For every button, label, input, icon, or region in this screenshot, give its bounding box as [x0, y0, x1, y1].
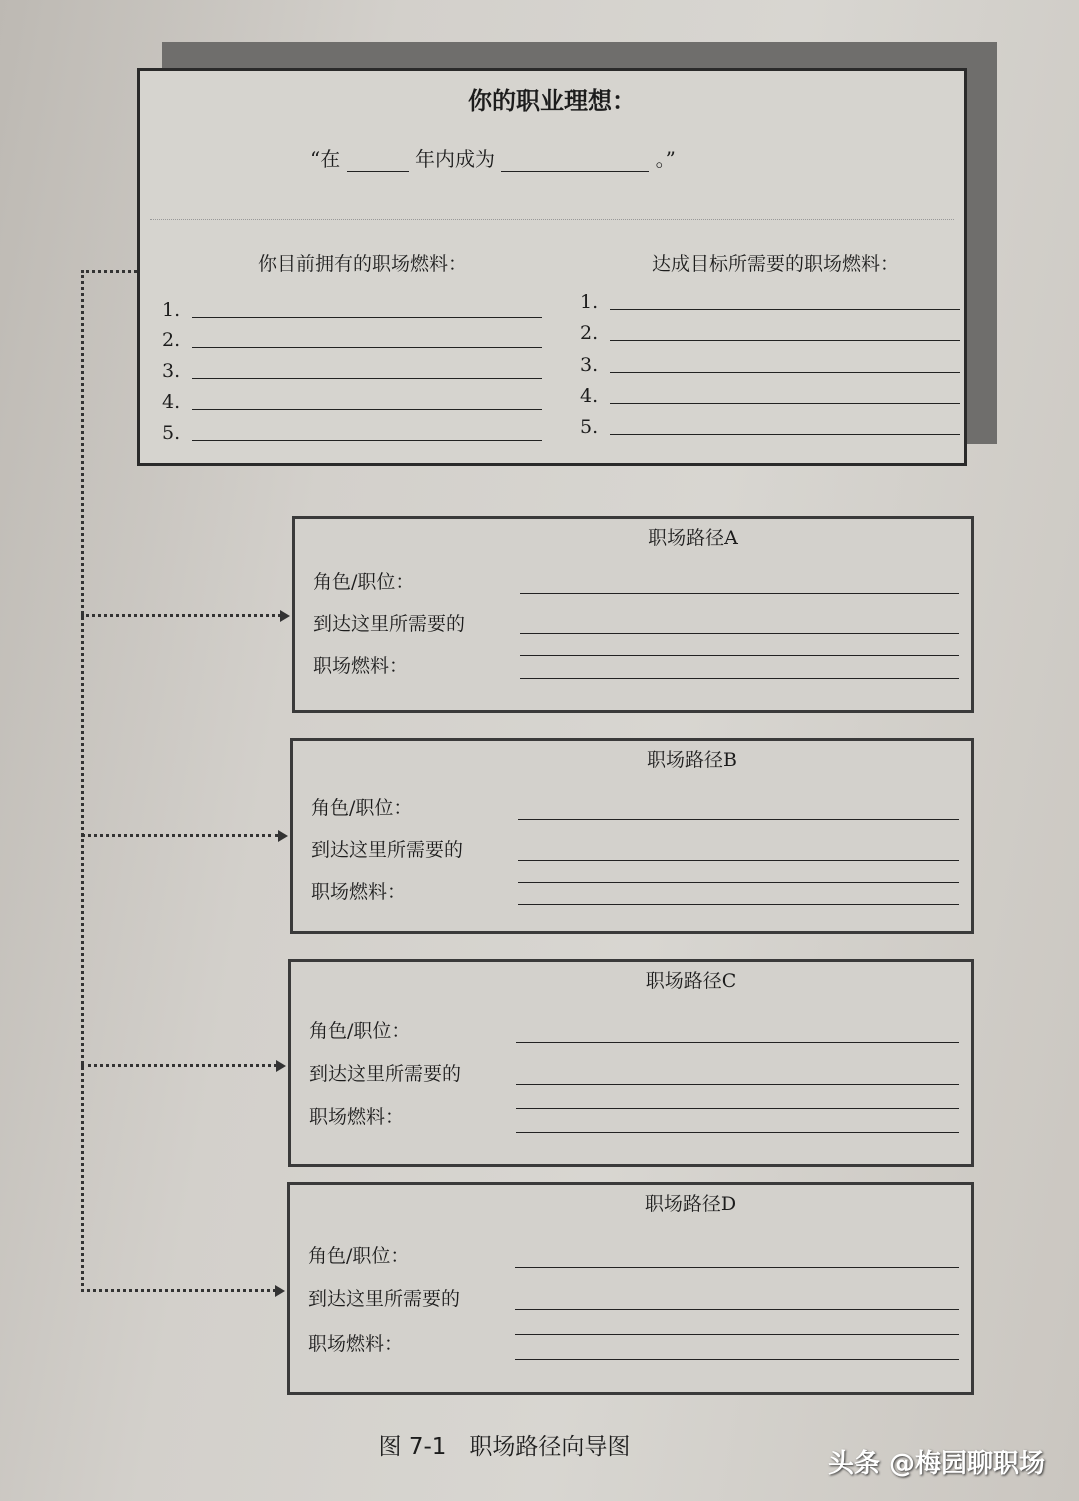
fuel-label-2: 职场燃料：: [308, 1333, 404, 1355]
career-path-b: [290, 738, 974, 934]
fill-line: [192, 440, 542, 441]
ideal-title: 你的职业理想：: [468, 87, 636, 115]
fuel-line[interactable]: [516, 1132, 959, 1133]
list-item[interactable]: [580, 322, 960, 344]
fuel-line[interactable]: [515, 1359, 959, 1360]
fuel-label: 到达这里所需要的: [313, 613, 466, 635]
fill-line: [610, 403, 960, 404]
fill-line: [192, 317, 542, 318]
path-title: 职场路径A: [648, 527, 738, 549]
career-path-d: [287, 1182, 974, 1395]
fuel-line[interactable]: [520, 633, 959, 634]
sentence-end: 。”: [655, 147, 676, 171]
list-item[interactable]: [162, 299, 542, 321]
role-line[interactable]: [518, 819, 959, 820]
dotted-connector-d: [81, 1289, 276, 1292]
item-number: 5.: [580, 416, 599, 438]
fuel-line[interactable]: [518, 860, 959, 861]
role-line[interactable]: [520, 593, 959, 594]
path-title: 职场路径C: [645, 970, 737, 992]
list-item[interactable]: [162, 422, 542, 444]
list-item[interactable]: [580, 354, 960, 376]
current-fuel-header: 你目前拥有的职场燃料：: [258, 253, 468, 275]
item-number: 2.: [580, 322, 599, 344]
item-number: 4.: [162, 391, 181, 413]
goal-blank[interactable]: [501, 151, 649, 172]
years-blank[interactable]: [347, 151, 409, 172]
dotted-connector-a: [81, 614, 281, 617]
arrow-icon: [280, 610, 290, 622]
fuel-line[interactable]: [516, 1108, 959, 1109]
ideal-sentence: [310, 143, 676, 172]
needed-fuel-header: 达成目标所需要的职场燃料：: [652, 253, 900, 275]
dotted-connector-c: [81, 1064, 277, 1067]
sentence-start: “在: [310, 147, 341, 171]
item-number: 1.: [162, 299, 181, 321]
path-title: 职场路径B: [647, 749, 737, 771]
fuel-line[interactable]: [518, 882, 959, 883]
list-item[interactable]: [162, 391, 542, 413]
dotted-connector-top: [81, 270, 137, 273]
fuel-line[interactable]: [515, 1334, 959, 1335]
dotted-connector-b: [81, 834, 279, 837]
arrow-icon: [278, 830, 288, 842]
path-title: 职场路径D: [644, 1193, 737, 1215]
item-number: 2.: [162, 329, 181, 351]
item-number: 3.: [580, 354, 599, 376]
fuel-label: 到达这里所需要的: [311, 839, 464, 861]
list-item[interactable]: [580, 385, 960, 407]
item-number: 3.: [162, 360, 181, 382]
fuel-label-2: 职场燃料：: [313, 655, 409, 677]
fill-line: [610, 309, 960, 310]
divider: [150, 219, 954, 220]
sentence-mid: 年内成为: [414, 147, 495, 171]
fuel-label: 到达这里所需要的: [309, 1063, 462, 1085]
watermark: 头条 @梅园聊职场: [828, 1449, 1046, 1479]
fill-line: [610, 434, 960, 435]
fill-line: [192, 347, 542, 348]
fill-line: [192, 409, 542, 410]
career-path-a: [292, 516, 974, 713]
fuel-line[interactable]: [520, 678, 959, 679]
role-label: 角色/职位：: [313, 571, 415, 593]
item-number: 5.: [162, 422, 181, 444]
career-path-c: [288, 959, 974, 1167]
item-number: 1.: [580, 291, 599, 313]
arrow-icon: [275, 1285, 285, 1297]
role-line[interactable]: [515, 1267, 959, 1268]
fill-line: [192, 378, 542, 379]
fill-line: [610, 340, 960, 341]
role-label: 角色/职位：: [308, 1245, 410, 1267]
dotted-connector-vertical: [81, 270, 84, 1292]
role-label: 角色/职位：: [309, 1020, 411, 1042]
role-label: 角色/职位：: [311, 797, 413, 819]
fuel-line[interactable]: [515, 1309, 959, 1310]
list-item[interactable]: [162, 329, 542, 351]
fuel-line[interactable]: [520, 655, 959, 656]
item-number: 4.: [580, 385, 599, 407]
role-line[interactable]: [516, 1042, 959, 1043]
list-item[interactable]: [162, 360, 542, 382]
fuel-label-2: 职场燃料：: [311, 881, 407, 903]
fuel-line[interactable]: [516, 1084, 959, 1085]
arrow-icon: [276, 1060, 286, 1072]
fill-line: [610, 372, 960, 373]
fuel-label: 到达这里所需要的: [308, 1288, 461, 1310]
list-item[interactable]: [580, 291, 960, 313]
list-item[interactable]: [580, 416, 960, 438]
career-ideal-box: [137, 68, 967, 466]
figure-caption: 图 7-1 职场路径向导图: [378, 1434, 631, 1460]
fuel-label-2: 职场燃料：: [309, 1106, 405, 1128]
fuel-line[interactable]: [518, 904, 959, 905]
